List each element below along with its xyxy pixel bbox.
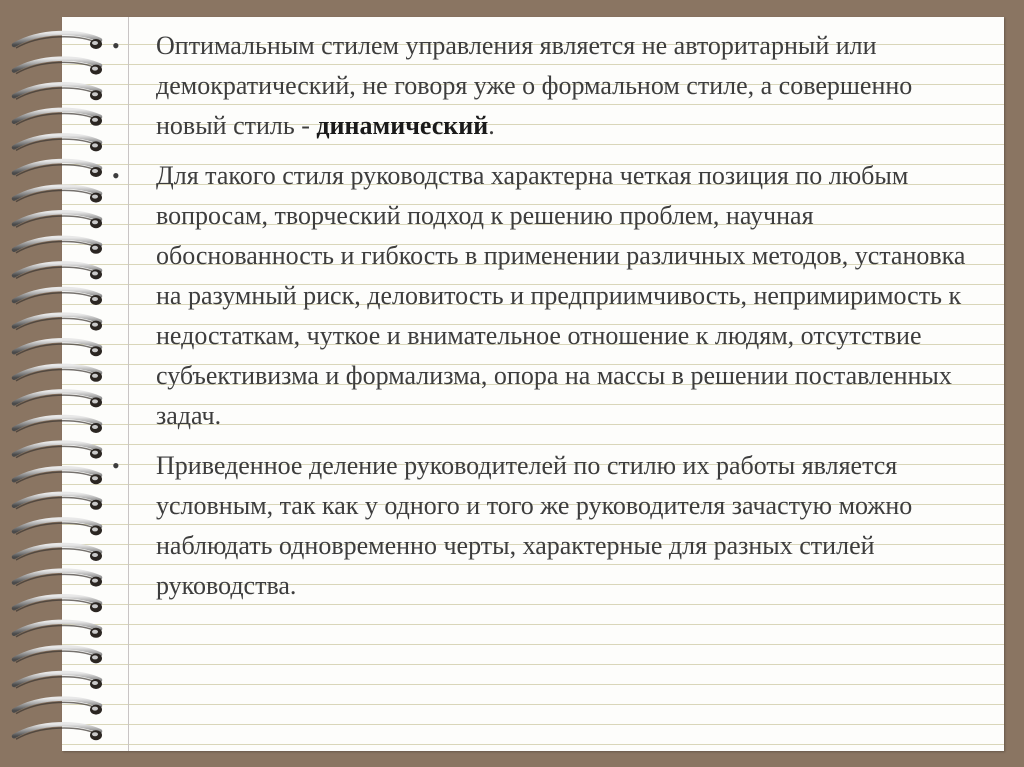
spiral-coil	[14, 647, 102, 663]
spiral-coil	[14, 673, 102, 689]
spiral-coil	[14, 33, 102, 49]
bullet-item-3	[108, 446, 988, 606]
spiral-coil	[14, 212, 102, 228]
spiral-coil	[14, 519, 102, 535]
bullet-text-3: Приведенное деление руководителей по стилю их работы является условным, так как у одного и того же руководителя зачастую можно наблюдать одновременно черты, характерные для разных стилей руководства.	[156, 451, 913, 600]
spiral-coil	[14, 238, 102, 254]
spiral-binding	[0, 0, 120, 767]
spiral-coil	[14, 622, 102, 638]
spiral-coil	[14, 366, 102, 382]
spiral-coil	[14, 161, 102, 177]
bullet-icon: •	[112, 33, 120, 58]
bullet-text-1-bold: динамический	[316, 111, 489, 140]
spiral-coil	[14, 417, 102, 433]
spiral-coil	[14, 110, 102, 126]
spiral-coil	[14, 187, 102, 203]
spiral-coil	[14, 596, 102, 612]
spiral-coil	[14, 263, 102, 279]
spiral-coil	[14, 135, 102, 151]
spiral-coil	[14, 84, 102, 100]
spiral-coil	[14, 315, 102, 331]
slide-body	[108, 26, 988, 606]
spiral-coil	[14, 391, 102, 407]
bullet-text-2: Для такого стиля руководства характерна четкая позиция по любым вопросам, творческий подход к решению проблем, научная обоснованность и гибкость в применении различных методов, установка на разумный риск, деловитость и предприимчивость, непримиримость к недостаткам, чуткое и внимательное отношение к людям, отсутствие субъективизма и формализма, опора на массы в решении поставленных задач.	[156, 161, 966, 430]
bullet-item-2	[108, 156, 988, 436]
spiral-coil	[14, 468, 102, 484]
bullet-icon: •	[112, 453, 120, 478]
spiral-coil	[14, 443, 102, 459]
spiral-coil	[14, 289, 102, 305]
spiral-coil	[14, 699, 102, 715]
spiral-coil	[14, 59, 102, 75]
spiral-coil	[14, 340, 102, 356]
bullet-item-1	[108, 26, 988, 146]
spiral-coil	[14, 494, 102, 510]
spiral-coil	[14, 571, 102, 587]
spiral-coil	[14, 545, 102, 561]
spiral-coil	[14, 724, 102, 740]
bullet-text-1: Оптимальным стилем управления является не авторитарный или демократический, не говоря уже о формальном стиле, а совершенно новый стиль -	[156, 31, 913, 140]
bullet-text-1-end: .	[488, 111, 495, 140]
bullet-icon: •	[112, 163, 120, 188]
